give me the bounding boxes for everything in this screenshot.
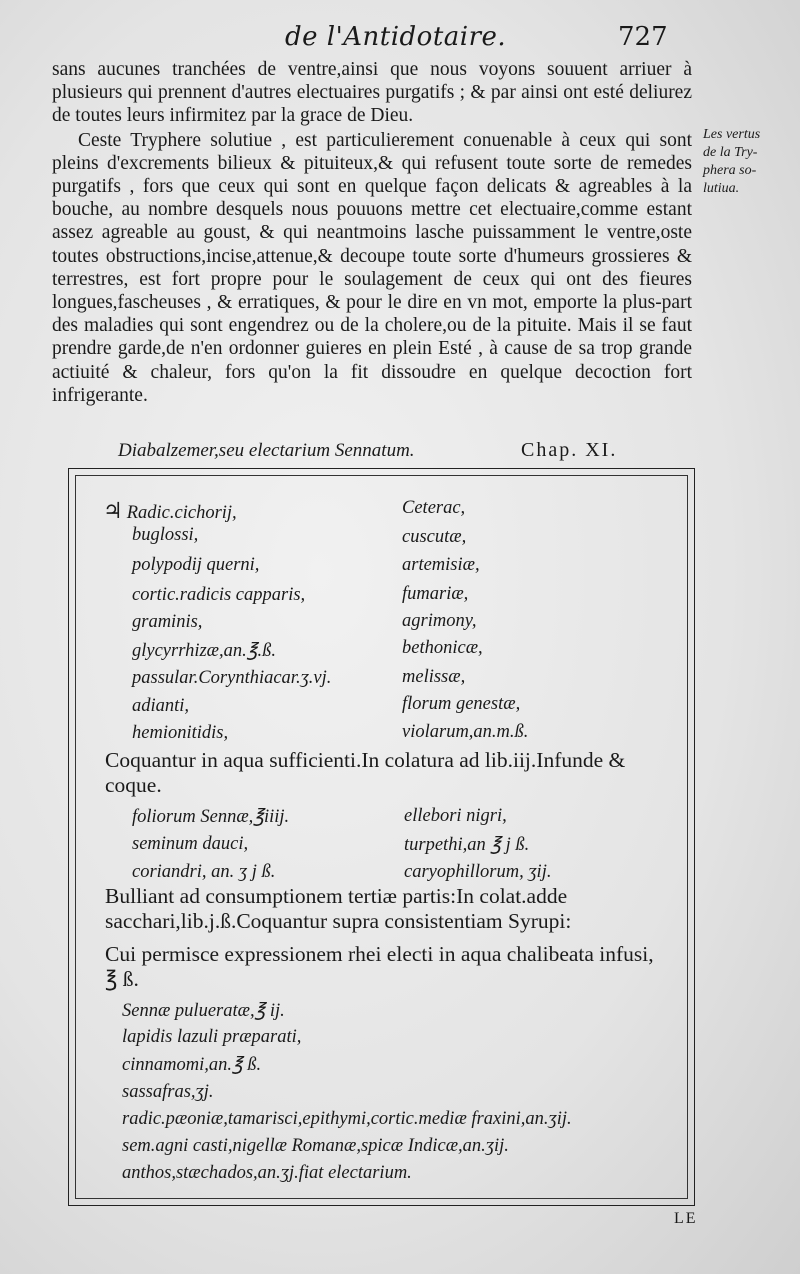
recipe-ingredient: cinnamomi,an.℥ ß. <box>122 1055 262 1075</box>
recipe-ingredient: cortic.radicis capparis, <box>132 585 306 605</box>
page-number: 727 <box>618 22 668 52</box>
paragraph-2: Ceste Tryphere solutiue , est particulierement conuenable à ceux qui sont pleins d'excrements bilieux & pituiteux,& qui refusent toute sorte de remedes purgatifs , fors que ceux qui sont en quelque façon delicats & agreables à la bouche, au nombre desquels nous pouuons mettre cet electuaire,comme estant assez agreable au goust, & qui neantmoins lasche puissamment le ventre,oste toutes obstructions,incise,attenue,& decoupe toute sorte d'humeurs grossieres & terrestres, est fort propre pour le soulagement de ceux qui ont des fieures longues,fascheuses , & erratiques, & pour le dire en vn mot, emporte la plus-part des maladies qui sont engendrez ou de la cholere,ou de la pituite. Mais il se faut prendre garde,de n'en ordonner guieres en plein Esté , à cause de sa trop grande actiuité & chaleur, fors qu'on la fit dissoudre en quelque decoction fort infrigerante. <box>52 129 692 406</box>
recipe-ingredient: polypodij querni, <box>132 555 260 575</box>
chapter-title: Diabalzemer,seu electarium Sennatum. <box>118 440 415 461</box>
recipe-instruction: Bulliant ad consumptionem tertiæ partis:In colat.adde sacchari,lib.j.ß.Coquantur supra consistentiam Syrupi: <box>105 884 572 933</box>
recipe-ingredient: Ceterac, <box>402 498 466 518</box>
recipe-ingredient: Sennæ pulueratæ,℥ ij. <box>122 1001 285 1021</box>
recipe-ingredient: anthos,stæchados,an.ʒj.fiat electarium. <box>122 1163 412 1183</box>
recipe-ingredient: ♃ Radic.cichorij, <box>103 498 237 523</box>
running-title: de l'Antidotaire. <box>285 22 507 52</box>
main-text <box>52 58 692 407</box>
margin-note-line: lutiua. <box>703 181 740 196</box>
recipe-ingredient: agrimony, <box>402 611 477 631</box>
margin-note-line: de la Try- <box>703 145 758 160</box>
paragraph-1: sans aucunes tranchées de ventre,ainsi que nous voyons souuent arriuer à plusieurs qui prennent d'autres electuaires purgatifs ; & par ainsi ont esté deliurez de toutes leurs infirmitez par la grace de Dieu. <box>52 59 692 127</box>
margin-note-line: phera so- <box>703 163 757 178</box>
recipe-ingredient: ellebori nigri, <box>404 806 507 826</box>
recipe-ingredient: sassafras,ʒj. <box>122 1082 214 1102</box>
recipe-ingredient: lapidis lazuli præparati, <box>122 1027 302 1047</box>
recipe-ingredient: passular.Corynthiacar.ʒ.vj. <box>132 668 332 688</box>
chapter-number: Chap. XI. <box>521 439 618 461</box>
recipe-ingredient: caryophillorum, ʒij. <box>404 862 552 882</box>
recipe-instruction: Cui permisce expressionem rhei electi in aqua chalibeata infusi, ℥ ß. <box>105 942 654 991</box>
recipe-ingredient: adianti, <box>132 696 190 716</box>
recipe-ingredient: fumariæ, <box>402 584 469 604</box>
margin-note-line: Les vertus <box>703 127 761 142</box>
recipe-ingredient: cuscutæ, <box>402 527 467 547</box>
recipe-symbol: ♃ <box>103 498 123 523</box>
recipe-ingredient: hemionitidis, <box>132 723 229 743</box>
recipe-ingredient: artemisiæ, <box>402 555 480 575</box>
recipe-ingredient: buglossi, <box>132 525 199 545</box>
recipe-ingredient: glycyrrhizæ,an.℥.ß. <box>132 641 276 661</box>
recipe-ingredient: melissæ, <box>402 667 466 687</box>
recipe-ingredient: graminis, <box>132 612 203 632</box>
recipe-ingredient: radic.pæoniæ,tamarisci,epithymi,cortic.mediæ fraxini,an.ʒij. <box>122 1109 572 1129</box>
page-header <box>0 18 800 58</box>
recipe-ingredient: sem.agni casti,nigellæ Romanæ,spicæ Indicæ,an.ʒij. <box>122 1136 509 1156</box>
recipe-ingredient: turpethi,an ℥ j ß. <box>404 835 530 855</box>
recipe-ingredient: florum genestæ, <box>402 694 521 714</box>
catchword: LE <box>674 1210 698 1227</box>
recipe-ingredient: violarum,an.m.ß. <box>402 722 529 742</box>
margin-note <box>703 126 795 198</box>
recipe-instruction: Coquantur in aqua sufficienti.In colatura ad lib.iij.Infunde & coque. <box>105 748 626 797</box>
recipe-ingredient: coriandri, an. ʒ j ß. <box>132 862 276 882</box>
recipe-ingredient: foliorum Sennæ,℥iiij. <box>132 807 290 827</box>
recipe-ingredient: seminum dauci, <box>132 834 249 854</box>
recipe-ingredient: bethonicæ, <box>402 638 483 658</box>
chapter-heading <box>118 440 698 470</box>
